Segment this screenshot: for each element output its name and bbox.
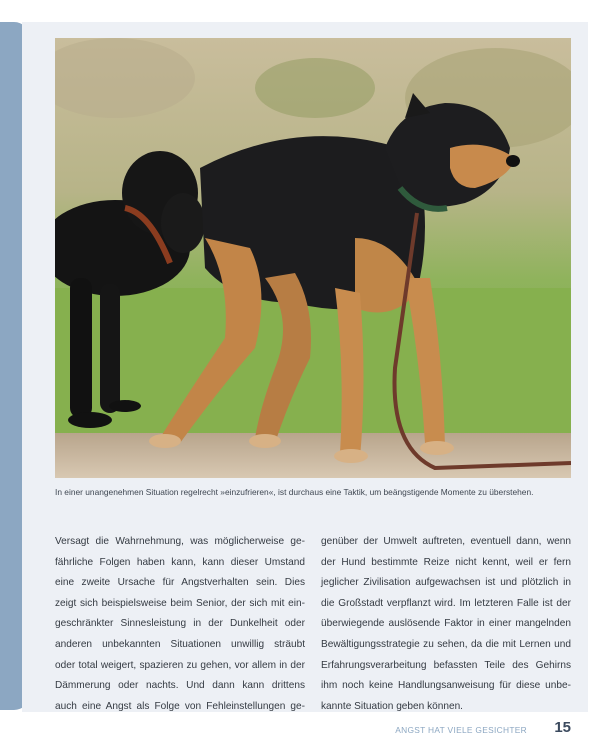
text-line: kannte Situation geben können. <box>321 700 463 712</box>
dog-photo <box>55 38 571 478</box>
text-line: auch eine Angst als Folge von Fehleinstellungen ge- <box>55 700 305 712</box>
text-line: die Großstadt verpflanzt wird. Im letzteren Falle ist der <box>321 597 571 609</box>
text-line: Versagt die Wahrnehmung, was möglicherweise ge- <box>55 536 305 547</box>
text-line: genüber der Umwelt auftreten, eventuell dann, wenn <box>321 536 571 547</box>
text-line: Dämmerung oder nachts. Und dann kann drittens <box>55 680 305 692</box>
body-text-right-column <box>321 532 571 717</box>
text-line: Erfahrungsverarbeitung befassten Teile des Gehirns <box>321 659 571 671</box>
text-line: zeigt sich beispielsweise beim Senior, der sich mit ein- <box>55 597 305 609</box>
page-panel <box>22 22 588 712</box>
running-title: ANGST HAT VIELE GESICHTER <box>395 725 527 735</box>
text-line: ihm noch keine Handlungsanweisung für diese unbe- <box>321 680 571 692</box>
body-text-left-column <box>55 532 305 717</box>
text-line: fährliche Folgen haben kann, kann dieser Umstand <box>55 556 305 568</box>
text-line: oder total weigert, spazieren zu gehen, vor allem in der <box>55 659 305 671</box>
page-number: 15 <box>554 719 571 736</box>
text-line: Bewältigungsstrategie zu sehen, da die mit Lernen und <box>321 638 571 650</box>
text-line: der Hund bestimmte Reize nicht kennt, weil er fern <box>321 556 571 568</box>
text-line: eine zweite Ursache für Angstverhalten sein. Dies <box>55 577 305 589</box>
text-line: geschränkter Sinnesleistung in der Dunkelheit oder <box>55 618 305 630</box>
text-line: überwiegende auslösende Faktor in einer mangelnden <box>321 618 571 630</box>
text-line: jeglicher Zivilisation aufgewachsen ist und plötzlich in <box>321 577 571 589</box>
text-line: anderen unbekannten Situationen unwillig sträubt <box>55 638 305 650</box>
photo-caption: In einer unangenehmen Situation regelrecht »einzufrieren«, ist durchaus eine Taktik, um beängstigende Momente zu überstehen. <box>55 487 534 497</box>
